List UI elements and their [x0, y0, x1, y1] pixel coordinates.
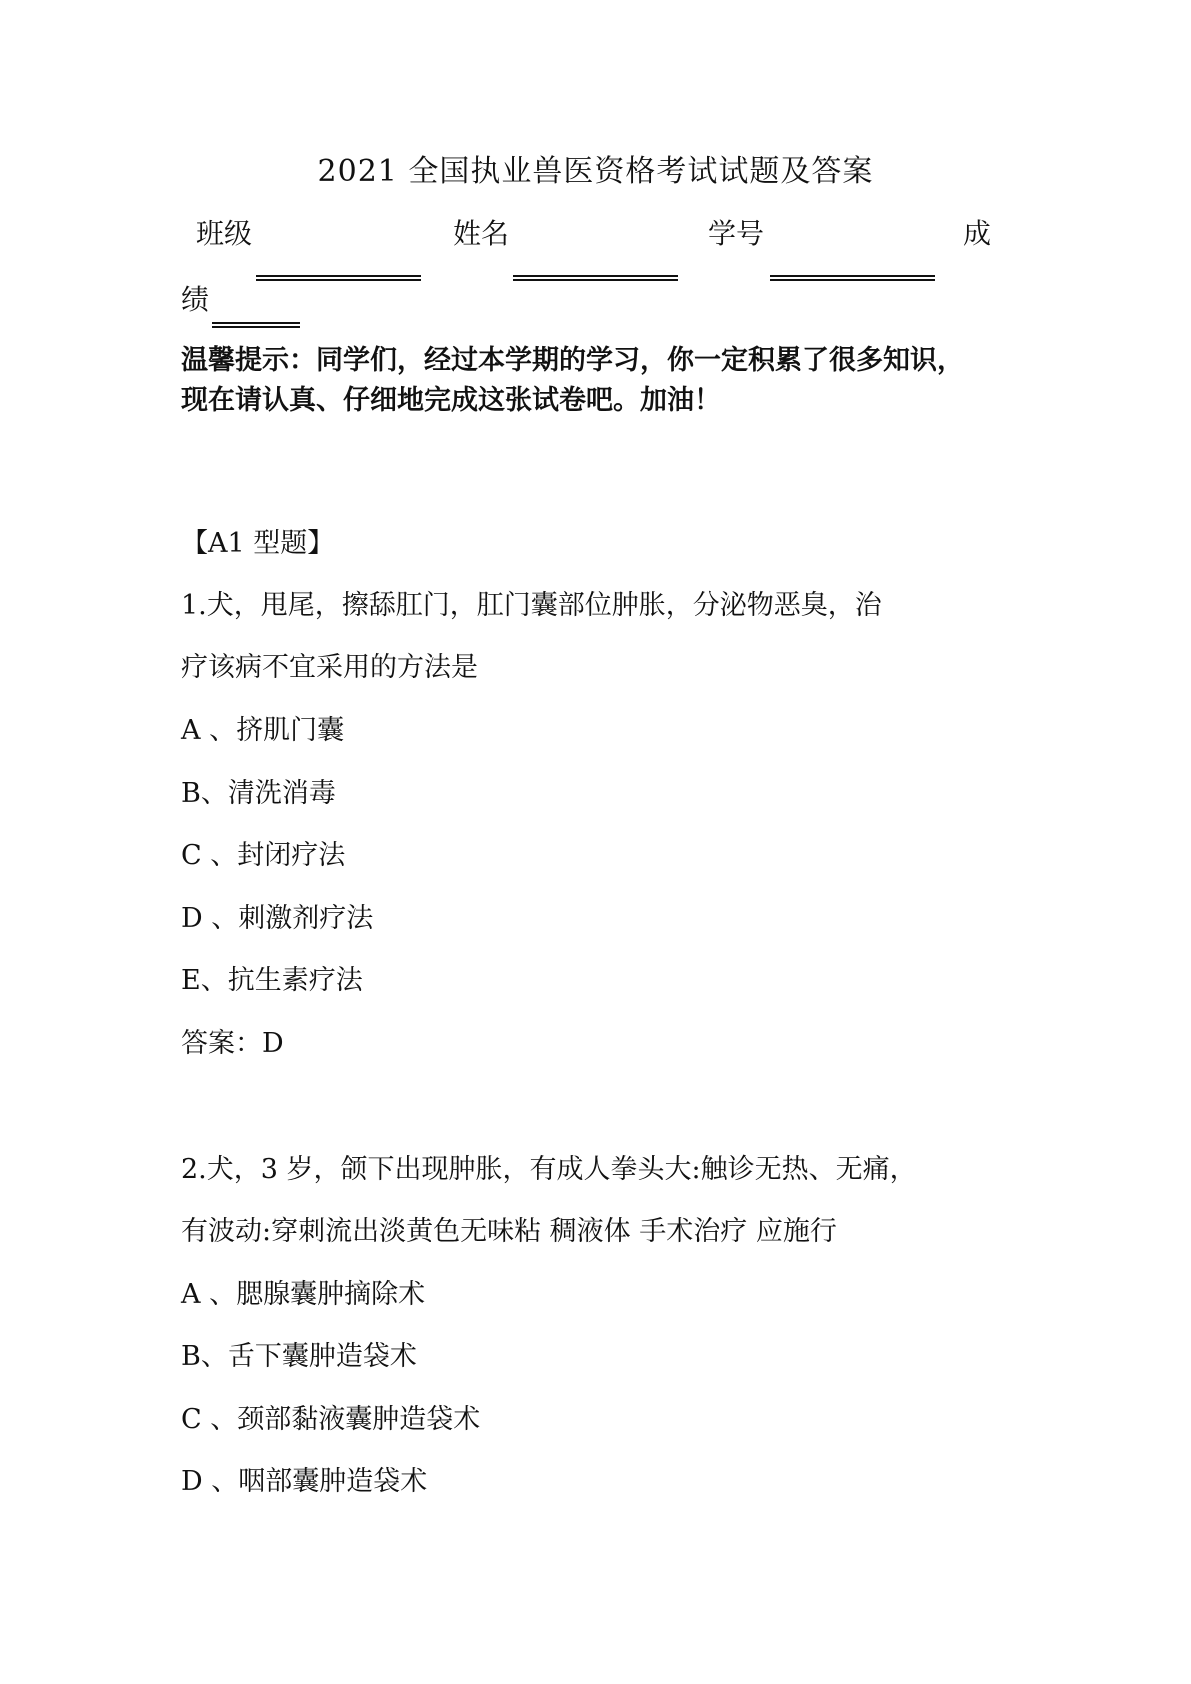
tip-line-2: 现在请认真、仔细地完成这张试卷吧。加油！ [181, 385, 721, 416]
student-id-label: 学号 [708, 217, 765, 250]
question-2-stem-line-1: 2.犬，3 岁，颌下出现肿胀，有成人拳头大:触诊无热、无痛， [181, 1154, 917, 1185]
name-field[interactable] [513, 275, 678, 281]
score-label-part2: 绩 [181, 283, 210, 316]
question-2-option-d: D 、咽部囊肿造袋术 [181, 1466, 428, 1497]
question-1-answer: 答案：D [181, 1028, 284, 1059]
question-1-option-c: C 、封闭疗法 [181, 840, 346, 871]
tip-line-1: 温馨提示：同学们，经过本学期的学习，你一定积累了很多知识， [181, 345, 964, 376]
question-1-option-d: D 、刺激剂疗法 [181, 903, 374, 934]
question-1-option-a: A 、挤肌门囊 [181, 715, 345, 746]
score-field[interactable] [212, 322, 300, 328]
score-label-part1: 成 [963, 217, 992, 250]
class-field[interactable] [256, 275, 421, 281]
question-1-stem-line-2: 疗该病不宜采用的方法是 [181, 652, 478, 683]
question-2-option-a: A 、腮腺囊肿摘除术 [181, 1279, 426, 1310]
class-label: 班级 [196, 217, 253, 250]
question-1-option-b: B、清洗消毒 [181, 778, 336, 809]
name-label: 姓名 [453, 217, 510, 250]
page-title: 2021 全国执业兽医资格考试试题及答案 [317, 154, 874, 189]
question-1-option-e: E、抗生素疗法 [181, 965, 363, 996]
question-2-option-c: C 、颈部黏液囊肿造袋术 [181, 1404, 481, 1435]
question-1-stem-line-1: 1.犬，甩尾，擦舔肛门，肛门囊部位肿胀，分泌物恶臭，治 [181, 590, 882, 621]
student-id-field[interactable] [770, 275, 935, 281]
question-2-stem-line-2: 有波动:穿刺流出淡黄色无味粘 稠液体 手术治疗 应施行 [181, 1216, 837, 1247]
question-2-option-b: B、舌下囊肿造袋术 [181, 1341, 417, 1372]
section-heading: 【A1 型题】 [181, 528, 335, 559]
